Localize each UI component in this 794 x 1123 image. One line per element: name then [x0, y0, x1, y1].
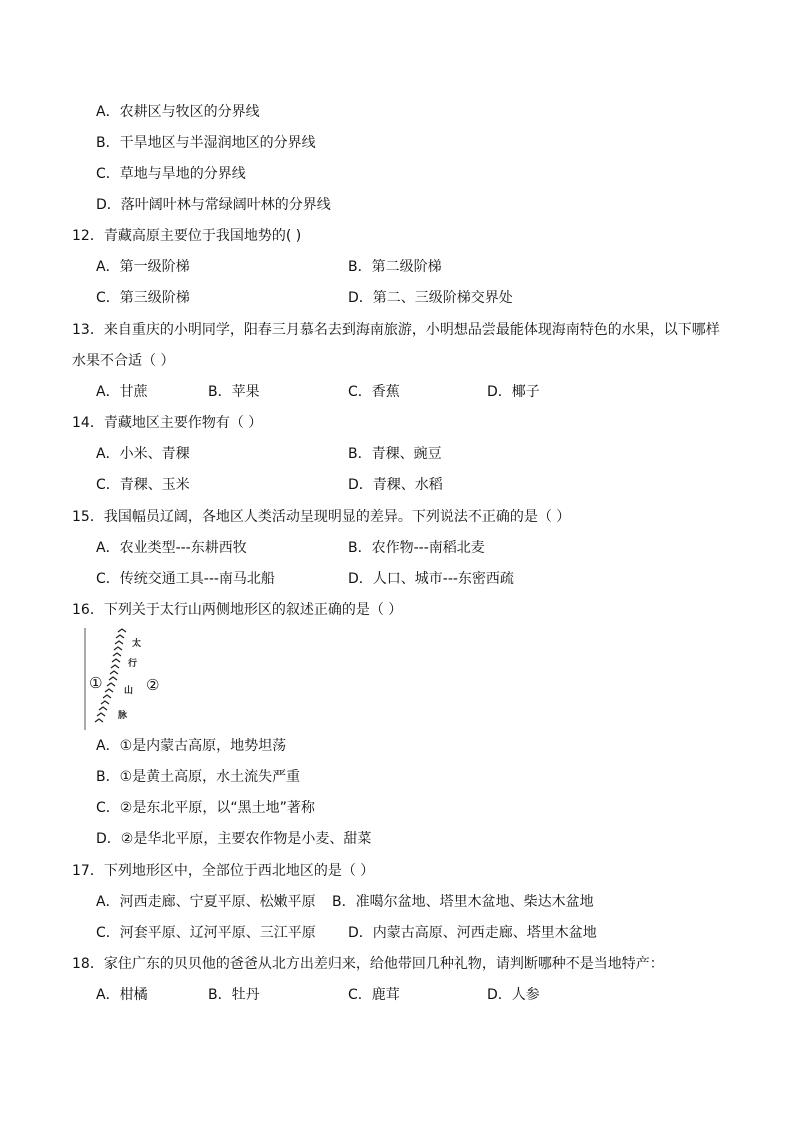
- q18-option-d: D．人参: [487, 987, 540, 1003]
- q11-option-d: D．落叶阔叶林与常绿阔叶林的分界线: [96, 197, 331, 213]
- q11-option-c: C．草地与旱地的分界线: [96, 166, 246, 182]
- q15-option-c: C．传统交通工具---南马北船: [96, 571, 275, 587]
- q11-option-a: A．农耕区与牧区的分界线: [96, 104, 260, 120]
- q15-option-d: D．人口、城市---东密西疏: [348, 571, 514, 587]
- q12-option-a: A．第一级阶梯: [96, 259, 190, 275]
- q15-option-b: B．农作物---南稻北麦: [348, 540, 485, 556]
- q12-option-c: C．第三级阶梯: [96, 290, 190, 306]
- q17-option-c: C．河套平原、辽河平原、三江平原: [96, 925, 316, 941]
- q13-option-c: C．香蕉: [348, 384, 400, 400]
- q16-option-a: A．①是内蒙古高原，地势坦荡: [96, 738, 287, 754]
- q13-stem: 13．来自重庆的小明同学，阳春三月慕名去到海南旅游，小明想品尝最能体现海南特色的水果，以下哪样: [72, 322, 720, 338]
- q18-option-a: A．柑橘: [96, 987, 148, 1003]
- q17-option-a: A．河西走廊、宁夏平原、松嫩平原: [96, 894, 316, 910]
- q16-option-d: D．②是华北平原，主要农作物是小麦、甜菜: [96, 831, 372, 847]
- q16-stem: 16．下列关于太行山两侧地形区的叙述正确的是（ ）: [72, 602, 403, 618]
- q11-option-b: B．干旱地区与半湿润地区的分界线: [96, 135, 316, 151]
- mountain-char-4: 脉: [118, 711, 128, 721]
- q14-stem: 14．青藏地区主要作物有（ ）: [72, 415, 263, 431]
- q12-stem: 12．青藏高原主要位于我国地势的( ): [72, 228, 302, 244]
- q12-option-d: D．第二、三级阶梯交界处: [348, 290, 513, 306]
- q17-option-d: D．内蒙古高原、河西走廊、塔里木盆地: [348, 925, 597, 941]
- q15-option-a: A．农业类型---东耕西牧: [96, 540, 247, 556]
- q17-option-b: B．准噶尔盆地、塔里木盆地、柴达木盆地: [332, 894, 594, 910]
- mountain-char-1: 太: [132, 639, 142, 649]
- q13-option-b: B．苹果: [208, 384, 260, 400]
- q13-stem-continued: 水果不合适（ ）: [72, 353, 175, 369]
- q13-option-a: A．甘蔗: [96, 384, 148, 400]
- q15-stem: 15．我国幅员辽阔，各地区人类活动呈现明显的差异。下列说法不正确的是（ ）: [72, 509, 571, 525]
- region-label-2: ②: [146, 676, 160, 694]
- q18-stem: 18．家住广东的贝贝他的爸爸从北方出差归来，给他带回几种礼物，请判断哪种不是当地特产：: [72, 956, 664, 972]
- q16-option-b: B．①是黄土高原，水土流失严重: [96, 769, 301, 785]
- q17-stem: 17．下列地形区中，全部位于西北地区的是（ ）: [72, 863, 375, 879]
- q14-option-c: C．青稞、玉米: [96, 477, 190, 493]
- taihang-mountain-figure: [80, 626, 180, 730]
- q14-option-b: B．青稞、豌豆: [348, 446, 442, 462]
- q12-option-b: B．第二级阶梯: [348, 259, 442, 275]
- q14-option-a: A．小米、青稞: [96, 446, 190, 462]
- region-label-1: ①: [89, 674, 103, 692]
- q14-option-d: D．青稞、水稻: [348, 477, 443, 493]
- q18-option-b: B．牡丹: [208, 987, 260, 1003]
- q13-option-d: D．椰子: [487, 384, 540, 400]
- mountain-char-3: 山: [124, 686, 134, 696]
- q18-option-c: C．鹿茸: [348, 987, 400, 1003]
- q16-option-c: C．②是东北平原，以“黑土地”著称: [96, 800, 315, 816]
- mountain-char-2: 行: [128, 659, 138, 669]
